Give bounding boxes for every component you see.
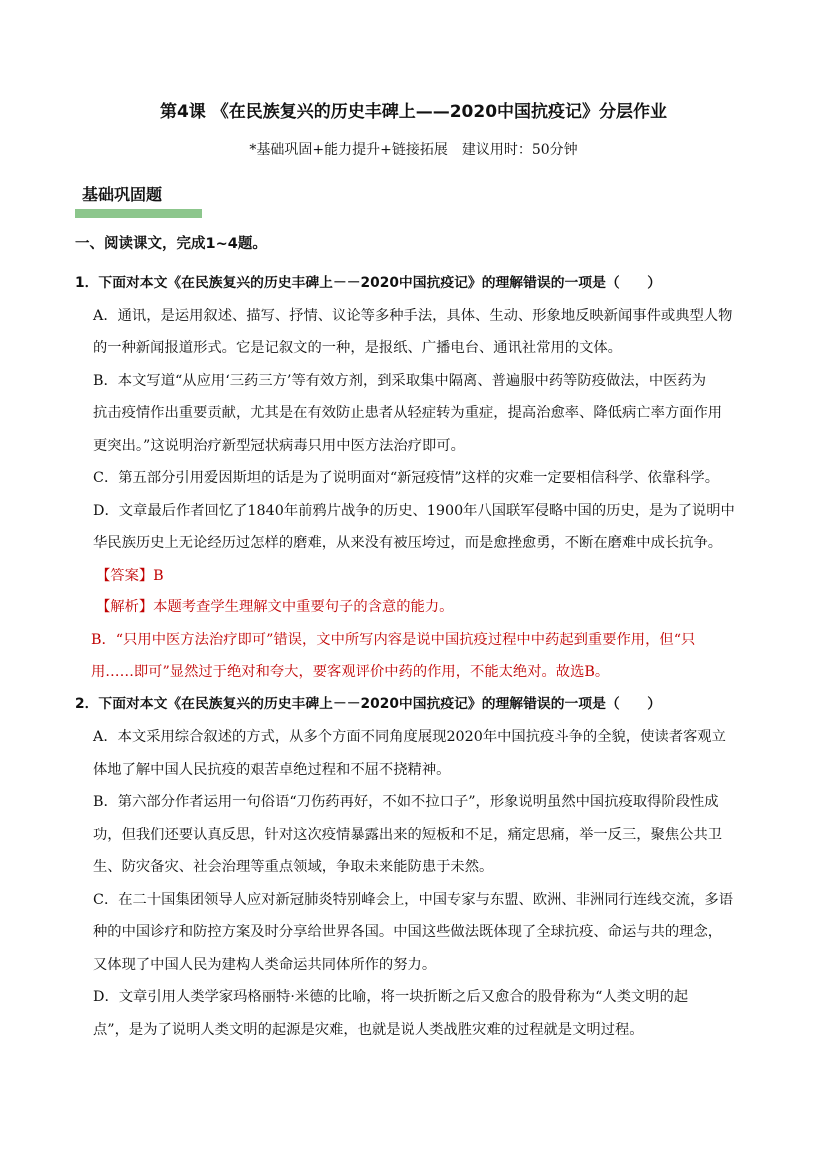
question-1-explanation: 用……即可”显然过于绝对和夸大，要客观评价中药的作用，不能太绝对。故选B。 [91,664,610,680]
document-subtitle: *基础巩固+能力提升+链接拓展 建议用时：50分钟 [249,142,578,158]
question-2-stem: 2．下面对本文《在民族复兴的历史丰碑上－－2020中国抗疫记》的理解错误的一项是（ ） [75,696,662,712]
question-1-line: 抗击疫情作出重要贡献，尤其是在有效防止患者从轻症转为重症，提高治愈率、降低病亡率方面作用 [93,405,723,421]
question-1-line: 的一种新闻报道形式。它是记叙文的一种，是报纸、广播电台、通讯社常用的文体。 [93,340,622,356]
question-1-line: C．第五部分引用爱因斯坦的话是为了说明面对“新冠疫情”这样的灾难一定要相信科学、依靠科学。 [93,470,720,486]
question-2-line: D．文章引用人类学家玛格丽特·米德的比喻，将一块折断之后又愈合的股骨称为“人类文明的起 [93,989,689,1005]
question-1-explanation: B．“只用中医方法治疗即可”错误，文中所写内容是说中国抗疫过程中中药起到重要作用，但“只 [91,632,696,648]
question-2-line: 生、防灾备灾、社会治理等重点领域，争取未来能防患于未然。 [93,859,494,875]
question-1-line: 更突出。”这说明治疗新型冠状病毒只用中医方法治疗即可。 [93,438,465,454]
document-title: 第4课 《在民族复兴的历史丰碑上——2020中国抗疫记》分层作业 [159,102,668,122]
question-1-line: D．文章最后作者回忆了1840年前鸦片战争的历史、1900年八国联军侵略中国的历史，是为了说明中 [93,503,735,519]
question-1-line: 华民族历史上无论经历过怎样的磨难，从来没有被压垮过，而是愈挫愈勇，不断在磨难中成长抗争。 [93,535,723,551]
part-heading: 一、阅读课文，完成1~4题。 [75,236,267,252]
question-1-answer: 【答案】B [96,568,164,584]
question-2-line: C．在二十国集团领导人应对新冠肺炎特别峰会上，中国专家与东盟、欧洲、非洲同行连线交流，多语 [93,892,733,908]
question-1-analysis: 【解析】本题考查学生理解文中重要句子的含意的能力。 [96,599,454,615]
section-underline-bar [75,209,202,218]
question-1-stem: 1．下面对本文《在民族复兴的历史丰碑上－－2020中国抗疫记》的理解错误的一项是（ ） [75,275,662,291]
question-2-line: 体地了解中国人民抗疫的艰苦卓绝过程和不屈不挠精神。 [93,762,451,778]
question-2-line: 种的中国诊疗和防控方案及时分享给世界各国。中国这些做法既体现了全球抗疫、命运与共的理念， [93,924,723,940]
question-2-line: 功，但我们还要认真反思，针对这次疫情暴露出来的短板和不足，痛定思痛，举一反三，聚焦公共卫 [93,827,723,843]
question-2-line: B．第六部分作者运用一句俗语“刀伤药再好，不如不拉口子”，形象说明虽然中国抗疫取得阶段性成 [93,794,719,810]
question-1-line: A．通讯，是运用叙述、描写、抒情、议论等多种手法，具体、生动、形象地反映新闻事件或典型人物 [93,308,733,324]
question-2-line: A．本文采用综合叙述的方式，从多个方面不同角度展现2020年中国抗疫斗争的全貌，使读者客观立 [93,729,726,745]
question-2-line: 点”，是为了说明人类文明的起源是灾难，也就是说人类战胜灾难的过程就是文明过程。 [93,1022,644,1038]
question-1-line: B．本文写道“从应用‘三药三方’等有效方剂，到采取集中隔离、普遍服中药等防疫做法，中医药为 [93,373,707,389]
section-heading: 基础巩固题 [82,185,163,204]
question-2-line: 又体现了中国人民为建构人类命运共同体所作的努力。 [93,957,437,973]
